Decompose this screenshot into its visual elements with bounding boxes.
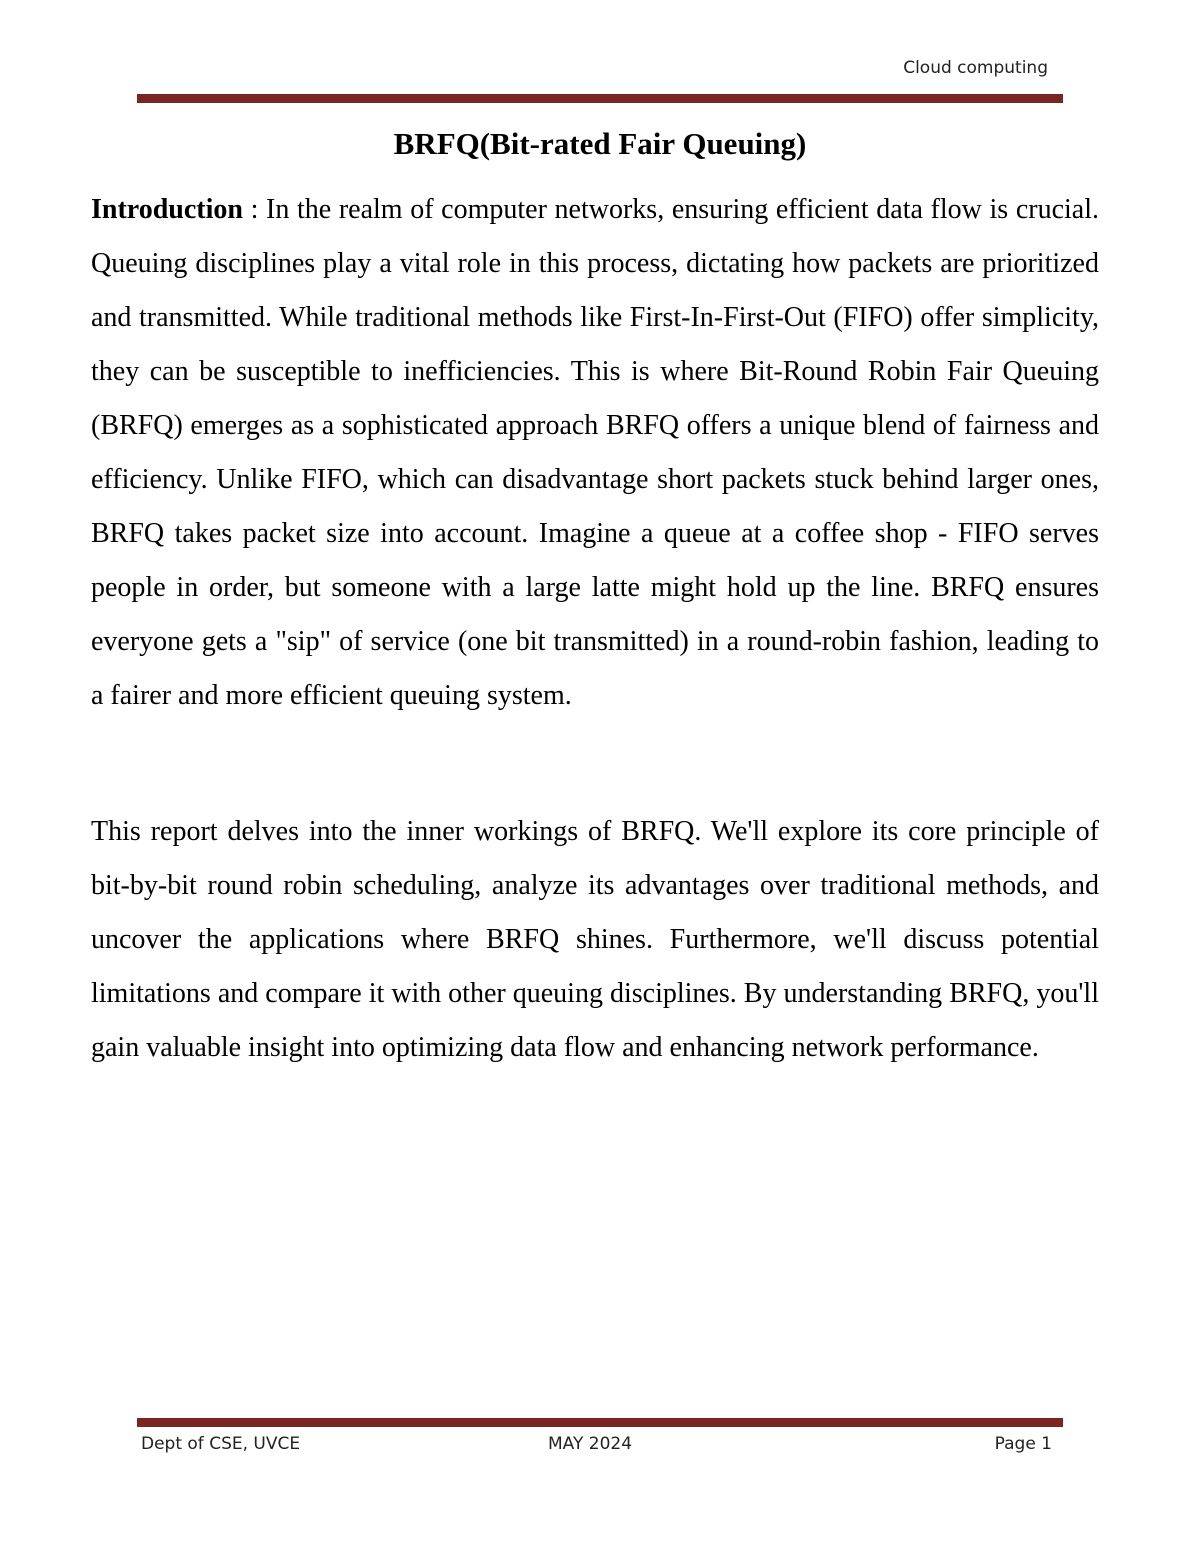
introduction-paragraph bbox=[91, 183, 1099, 723]
introduction-text: In the realm of computer networks, ensuring efficient data flow is crucial. Queuing disciplines play a vital role in this process, dictating how packets are prioritized and transmitted. While traditional methods like First-In-First-Out (FIFO) offer simplicity, they can be susceptible to inefficiencies. This is where Bit-Round Robin Fair Queuing (BRFQ) emerges as a sophisticated approach BRFQ offers a unique blend of fairness and efficiency. Unlike FIFO, which can disadvantage short packets stuck behind larger ones, BRFQ takes packet size into account. Imagine a queue at a coffee shop - FIFO serves people in order, but someone with a large latte might hold up the line. BRFQ ensures everyone gets a "sip" of service (one bit transmitted) in a round-robin fashion, leading to a fairer and more efficient queuing system. bbox=[91, 194, 1099, 711]
header-rule bbox=[137, 94, 1063, 103]
footer-department: Dept of CSE, UVCE bbox=[141, 1434, 301, 1454]
document-title: BRFQ(Bit-rated Fair Queuing) bbox=[393, 126, 807, 161]
introduction-separator: : bbox=[242, 194, 267, 225]
footer-rule bbox=[137, 1418, 1063, 1427]
running-header: Cloud computing bbox=[903, 58, 1048, 78]
footer-date: MAY 2024 bbox=[547, 1434, 633, 1454]
report-overview-paragraph: This report delves into the inner workings of BRFQ. We'll explore its core principle of bit-by-bit round robin scheduling, analyze its advantages over traditional methods, and uncover the applications where BRFQ shines. Furthermore, we'll discuss potential limitations and compare it with other queuing disciplines. By understanding BRFQ, you'll gain valuable insight into optimizing data flow and enhancing network performance. bbox=[91, 816, 1099, 1063]
introduction-label: Introduction bbox=[91, 194, 243, 225]
footer-page-number: Page 1 bbox=[994, 1434, 1052, 1454]
